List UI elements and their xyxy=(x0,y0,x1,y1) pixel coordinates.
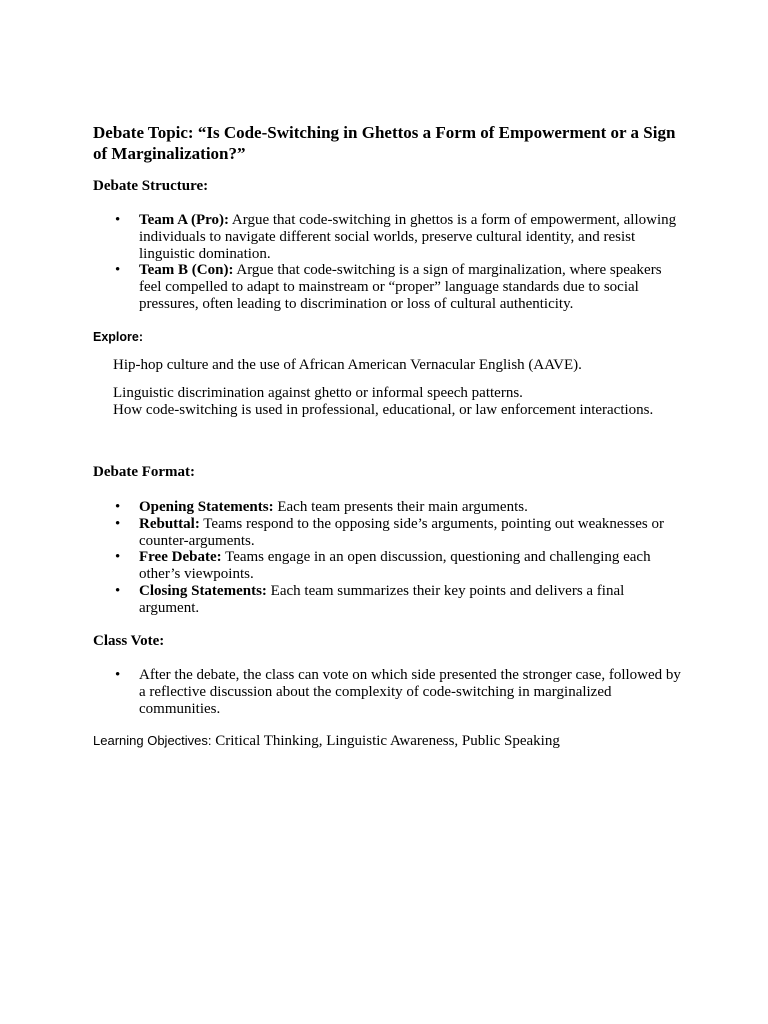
list-item xyxy=(93,499,683,516)
list-item xyxy=(93,583,683,617)
learning-objectives-label: Learning Objectives: xyxy=(93,733,212,748)
team-b-text: Argue that code-switching is a sign of marginalization, where speakers feel compelled to adapt to mainstream or “proper” language standards due to social pressures, often leading to discrimination or loss of cultural authenticity. xyxy=(139,262,662,312)
team-b-label: Team B (Con): xyxy=(139,262,234,279)
team-a-text: Argue that code-switching in ghettos is a form of empowerment, allowing individuals to navigate different social worlds, preserve cultural identity, and resist linguistic domination. xyxy=(139,212,677,262)
explore-line: How code-switching is used in professional, educational, or law enforcement interactions. xyxy=(113,402,654,418)
item-label: Free Debate: xyxy=(139,549,222,566)
class-vote-list xyxy=(93,667,683,717)
item-text: Teams respond to the opposing side’s arguments, pointing out weaknesses or counter-arguments. xyxy=(139,515,665,549)
class-vote-heading: Class Vote: xyxy=(93,633,165,649)
list-item xyxy=(93,212,683,262)
explore-label: Explore: xyxy=(93,330,144,344)
bullet-icon: • xyxy=(115,262,121,279)
learning-objectives-text: Critical Thinking, Linguistic Awareness, Public Speaking xyxy=(211,733,560,749)
debate-structure-list xyxy=(93,212,683,313)
explore-line: Linguistic discrimination against ghetto or informal speech patterns. xyxy=(113,385,523,401)
debate-format-heading: Debate Format: xyxy=(93,464,196,480)
list-item xyxy=(93,549,683,583)
item-text: After the debate, the class can vote on which side presented the stronger case, followed by a reflective discussion about the complexity of code-switching in marginalized communities. xyxy=(139,667,681,717)
learning-objectives xyxy=(93,733,560,750)
bullet-icon: • xyxy=(115,667,121,683)
explore-line: Hip-hop culture and the use of African American Vernacular English (AAVE). xyxy=(113,357,582,373)
bullet-icon: • xyxy=(115,549,121,566)
item-text: Each team presents their main arguments. xyxy=(273,499,528,515)
item-label: Rebuttal: xyxy=(139,515,200,532)
item-text: Teams engage in an open discussion, questioning and challenging each other’s viewpoints. xyxy=(139,549,651,583)
bullet-icon: • xyxy=(115,582,121,599)
item-text: Each team summarizes their key points and delivers a final argument. xyxy=(139,582,625,616)
team-a-label: Team A (Pro): xyxy=(139,212,229,228)
list-item xyxy=(93,516,683,550)
bullet-icon: • xyxy=(115,515,121,532)
debate-format-list xyxy=(93,499,683,617)
item-label: Closing Statements: xyxy=(139,582,267,599)
page-title: Debate Topic: “Is Code-Switching in Ghettos a Form of Empowerment or a Sign of Marginalization?” xyxy=(93,123,676,163)
item-label: Opening Statements: xyxy=(139,499,274,515)
bullet-icon: • xyxy=(115,212,121,228)
list-item xyxy=(93,262,683,312)
bullet-icon: • xyxy=(115,499,121,515)
debate-structure-heading: Debate Structure: xyxy=(93,178,209,194)
list-item xyxy=(93,667,683,717)
